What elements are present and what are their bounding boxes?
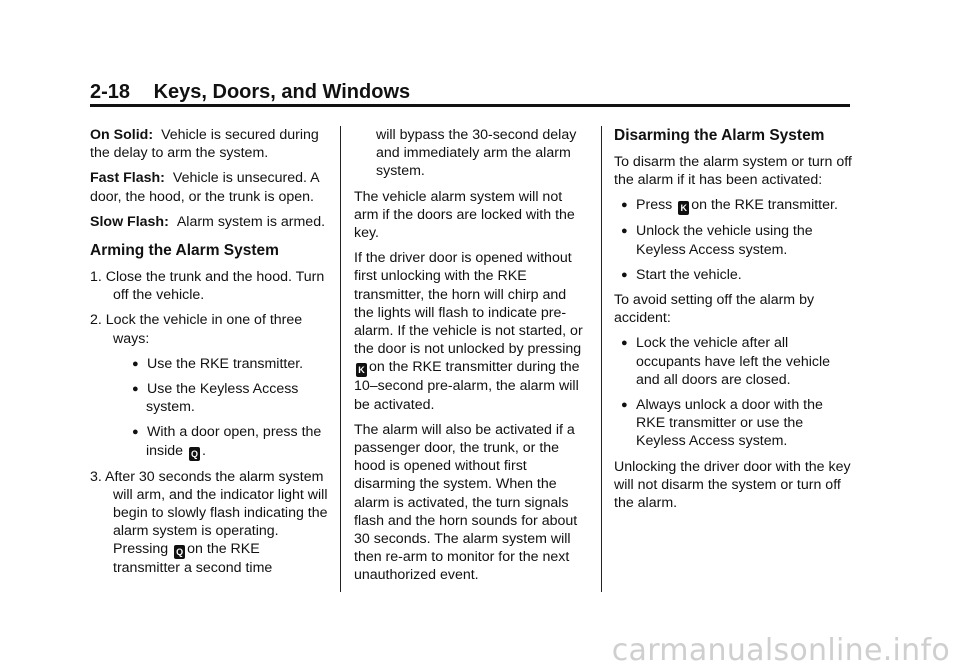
header-rule bbox=[90, 104, 850, 107]
column-2 bbox=[354, 126, 588, 592]
fast-flash-text: Vehicle is unsecured. A door, the hood, or the trunk is open. bbox=[90, 170, 319, 205]
column-divider-1 bbox=[340, 126, 341, 592]
paragraph-key-lock: The vehicle alarm system will not arm if the doors are locked with the key. bbox=[354, 188, 575, 242]
section-title: Keys, Doors, and Windows bbox=[153, 81, 411, 103]
bullet-icon: ● bbox=[621, 225, 628, 238]
disarm-intro: To disarm the alarm system or turn off the alarm if it has been activated: bbox=[614, 154, 852, 189]
lock-icon: Q bbox=[191, 448, 199, 459]
bullet-1 bbox=[614, 196, 854, 215]
unlock-icon: K bbox=[356, 363, 367, 377]
paragraph-pre-alarm bbox=[354, 249, 588, 414]
column-3 bbox=[614, 126, 854, 519]
bullet-1-end: on the RKE transmitter. bbox=[691, 197, 838, 214]
bullet-3 bbox=[614, 266, 854, 284]
page-number: 2-18 bbox=[90, 81, 131, 103]
bullet-1-text: Press bbox=[636, 197, 673, 214]
watermark: carmanualsonline.info bbox=[611, 633, 950, 668]
on-solid-term: On Solid: bbox=[90, 127, 154, 143]
bullet-4 bbox=[614, 334, 854, 389]
bullet-icon: ● bbox=[621, 337, 628, 350]
sub-item-2 bbox=[90, 380, 330, 416]
slow-flash-term: Slow Flash: bbox=[90, 213, 169, 230]
final-note: Unlocking the driver door with the key will not disarm the system or turn off the alarm. bbox=[614, 458, 851, 512]
bullet-icon: ● bbox=[132, 426, 139, 439]
sub-item-2-text: Use the Keyless Access system. bbox=[146, 381, 299, 416]
bullet-icon: ● bbox=[621, 399, 628, 412]
lock-icon: Q bbox=[176, 547, 184, 558]
bullet-3-text: Start the vehicle. bbox=[636, 266, 742, 283]
sub-item-1-text: Use the RKE transmitter. bbox=[147, 355, 304, 372]
step-3 bbox=[90, 468, 330, 578]
fast-flash-definition bbox=[90, 169, 330, 205]
bullet-icon: ● bbox=[132, 383, 139, 396]
page-header bbox=[90, 80, 850, 104]
avoid-intro: To avoid setting off the alarm by accident: bbox=[614, 292, 815, 327]
bullet-5-text: Always unlock a door with the RKE transmitter or use the Keyless Access system. bbox=[636, 397, 823, 450]
on-solid-definition bbox=[90, 126, 330, 162]
step-3-text: 3. After 30 seconds the alarm system will arm, and the indicator light will begin to slowly flash indicating the alarm system is operating. Pressing bbox=[90, 468, 328, 558]
step-2: 2. Lock the vehicle in one of three ways: bbox=[90, 312, 303, 347]
sub-item-3-text: With a door open, press the inside bbox=[146, 424, 322, 459]
slow-flash-text: Alarm system is armed. bbox=[176, 213, 326, 230]
column-divider-2 bbox=[601, 126, 602, 592]
slow-flash-definition bbox=[90, 213, 330, 231]
bullet-2 bbox=[614, 222, 854, 258]
sub-item-1 bbox=[90, 355, 330, 373]
disarming-heading: Disarming the Alarm System bbox=[614, 127, 825, 144]
bullet-5 bbox=[614, 396, 854, 451]
step-1: 1. Close the trunk and the hood. Turn off the vehicle. bbox=[90, 269, 325, 304]
pre-alarm-end: on the RKE transmitter during the 10–second pre-alarm, the alarm will be activated. bbox=[354, 359, 580, 413]
sub-item-3-end: . bbox=[202, 442, 206, 459]
bullet-icon: ● bbox=[621, 199, 628, 212]
step-3-end: on the RKE transmitter a second time bbox=[113, 541, 273, 577]
column-1 bbox=[90, 126, 330, 585]
step-3-continued: will bypass the 30-second delay and immediately arm the alarm system. bbox=[376, 127, 577, 180]
unlock-icon: K bbox=[678, 201, 689, 215]
bullet-4-text: Lock the vehicle after all occupants have left the vehicle and all doors are closed. bbox=[636, 335, 831, 388]
fast-flash-term: Fast Flash: bbox=[90, 170, 165, 187]
sub-item-3 bbox=[90, 423, 330, 460]
pre-alarm-text: If the driver door is opened without first unlocking with the RKE transmitter, the horn will chirp and the lights will flash to indicate pre-alarm. If the vehicle is not started, or the door is not unlocked by pressing bbox=[354, 250, 583, 358]
on-solid-text: Vehicle is secured during the delay to arm the system. bbox=[90, 127, 319, 162]
bullet-icon: ● bbox=[621, 268, 628, 281]
arming-heading: Arming the Alarm System bbox=[90, 242, 279, 260]
bullet-icon: ● bbox=[132, 357, 139, 370]
bullet-2-text: Unlock the vehicle using the Keyless Access system. bbox=[636, 223, 813, 258]
paragraph-activation: The alarm will also be activated if a passenger door, the trunk, or the hood is opened without first disarming the system. When the alarm is activated, the turn signals flash and the horn sounds for about 30 seconds. The alarm system will then re-arm to monitor for the next unauthorized event. bbox=[354, 421, 578, 584]
